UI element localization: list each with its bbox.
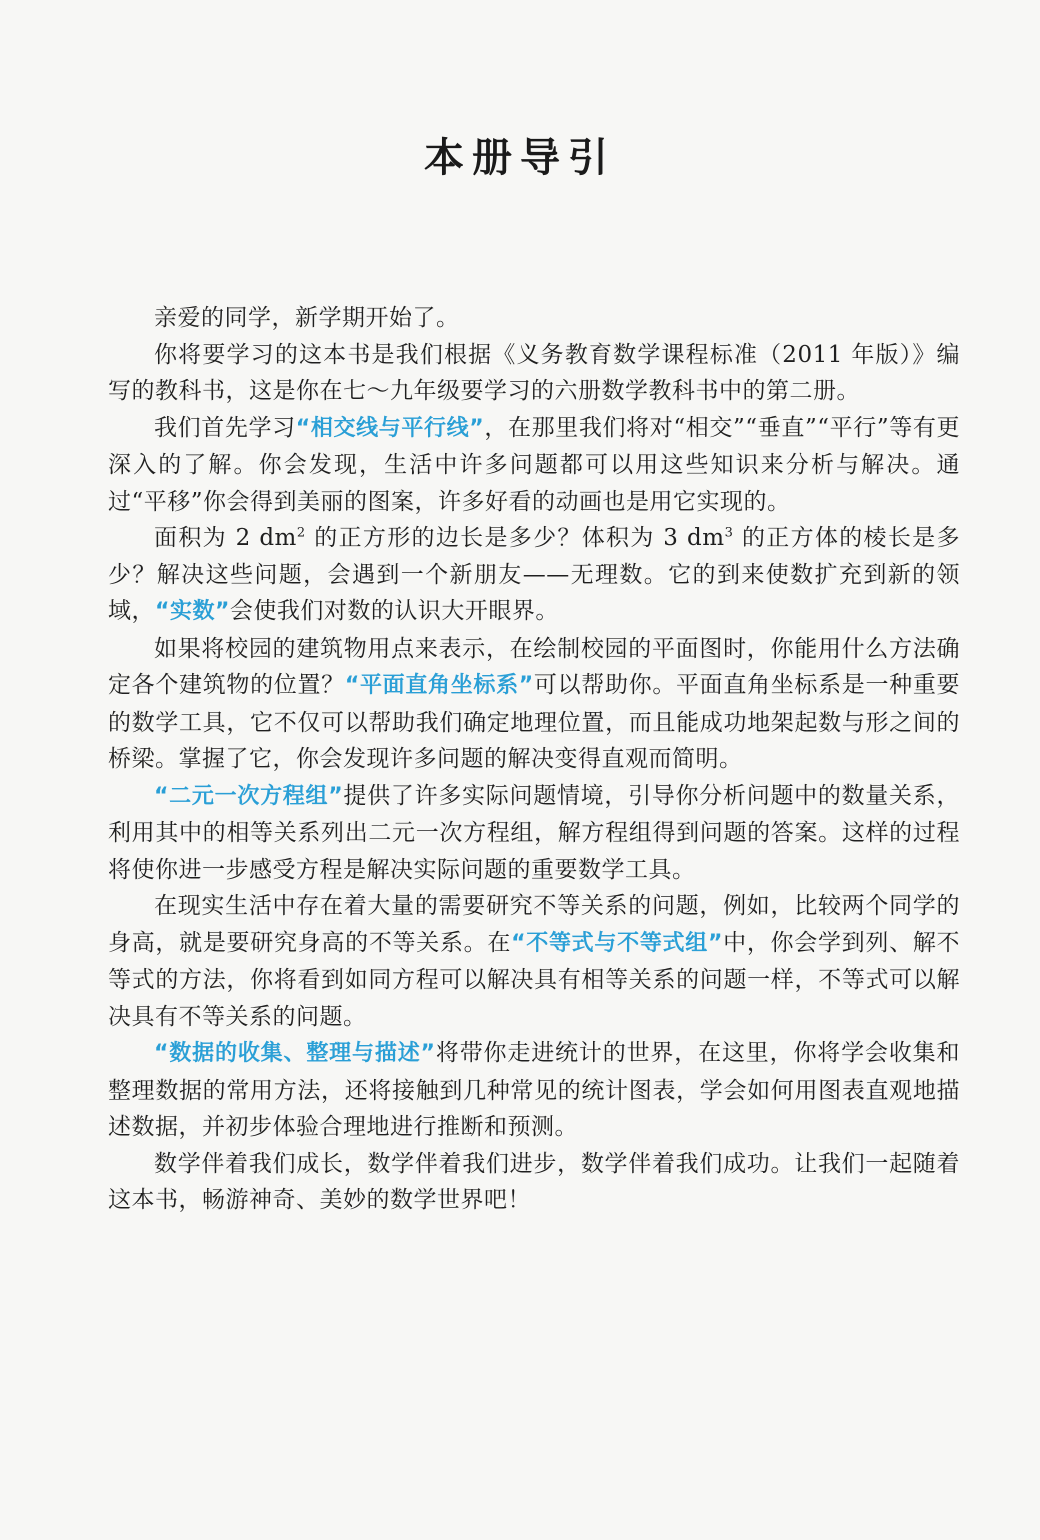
document-body [108,300,960,1219]
paragraph-text: 中，你会学到列、解不等式的方法，你将看到如同方程可以解决具有相等关系的问题一样，不等式可以解决具有不等关系的问题。 [108,929,961,1030]
paragraph-intro [108,337,960,410]
paragraph-text: 的正方形的边长是多少？体积为 3 dm [305,525,725,551]
paragraph-text: 的正方体的棱长是多少？解决这些问题，会遇到一个新朋友——无理数。它的到来使数扩充到新的领域， [108,525,960,624]
paragraph-text: 数学伴着我们成长，数学伴着我们进步，数学伴着我们成功。让我们一起随着这本书，畅游神奇、美妙的数学世界吧！ [108,1150,960,1213]
paragraph-coordinate-system [108,631,960,778]
paragraph-intersecting-lines [108,410,960,521]
paragraph-text: 提供了许多实际问题情境，引导你分析问题中的数量关系，利用其中的相等关系列出二元一次方程组，解方程组得到问题的答案。这样的过程将使你进一步感受方程是解决实际问题的重要数学工具。 [108,782,960,883]
paragraph-statistics [108,1035,960,1146]
paragraph-text: 亲爱的同学，新学期开始了。 [154,305,460,331]
paragraph-text: 会使我们对数的认识大开眼界。 [229,598,559,624]
chapter-highlight-real-numbers: “实数” [155,599,230,624]
chapter-highlight-statistics: “数据的收集、整理与描述” [154,1041,436,1066]
page-title: 本册导引 [424,134,616,181]
paragraph-text: 在现实生活中存在着大量的需要研究不等关系的问题，例如，比较两个同学的身高，就是要研究身高的不等关系。在 [108,893,960,956]
paragraph-closing [108,1146,960,1219]
superscript: 2 [296,525,306,541]
chapter-highlight-linear-equations: “二元一次方程组” [154,783,344,809]
paragraph-text: 我们首先学习 [154,414,296,441]
paragraph-text: 你将要学习的这本书是我们根据《义务教育数学课程标准（2011 年版）》编写的教科书，这是你在七～九年级要学习的六册数学教科书中的第二册。 [108,341,960,404]
paragraph-text: ，在那里我们将对“相交”“垂直”“平行”等有更深入的了解。你会发现，生活中许多问题都可以用这些知识来分析与解决。通过“平移”你会得到美丽的图案，许多好看的动画也是用它实现的。 [108,414,960,515]
paragraph-greeting [108,300,960,337]
chapter-highlight-inequalities: “不等式与不等式组” [511,930,723,956]
paragraph-real-numbers [108,520,960,631]
chapter-highlight-coordinate-system: “平面直角坐标系” [344,673,534,698]
paragraph-linear-equations [108,778,960,889]
paragraph-text: 可以帮助你。平面直角坐标系是一种重要的数学工具，它不仅可以帮助我们确定地理位置，而且能成功地架起数与形之间的桥梁。掌握了它，你会发现许多问题的解决变得直观而简明。 [108,672,961,772]
paragraph-text: 将带你走进统计的世界，在这里，你将学会收集和整理数据的常用方法，还将接触到几种常见的统计图表，学会如何用图表直观地描述数据，并初步体验合理地进行推断和预测。 [108,1040,961,1140]
paragraph-text: 面积为 2 dm [154,525,297,551]
paragraph-inequalities [108,888,960,1035]
chapter-highlight-intersecting-lines: “相交线与平行线” [295,415,485,441]
superscript: 3 [724,525,734,541]
paragraph-text: 如果将校园的建筑物用点来表示，在绘制校园的平面图时，你能用什么方法确定各个建筑物的位置？ [108,635,960,698]
